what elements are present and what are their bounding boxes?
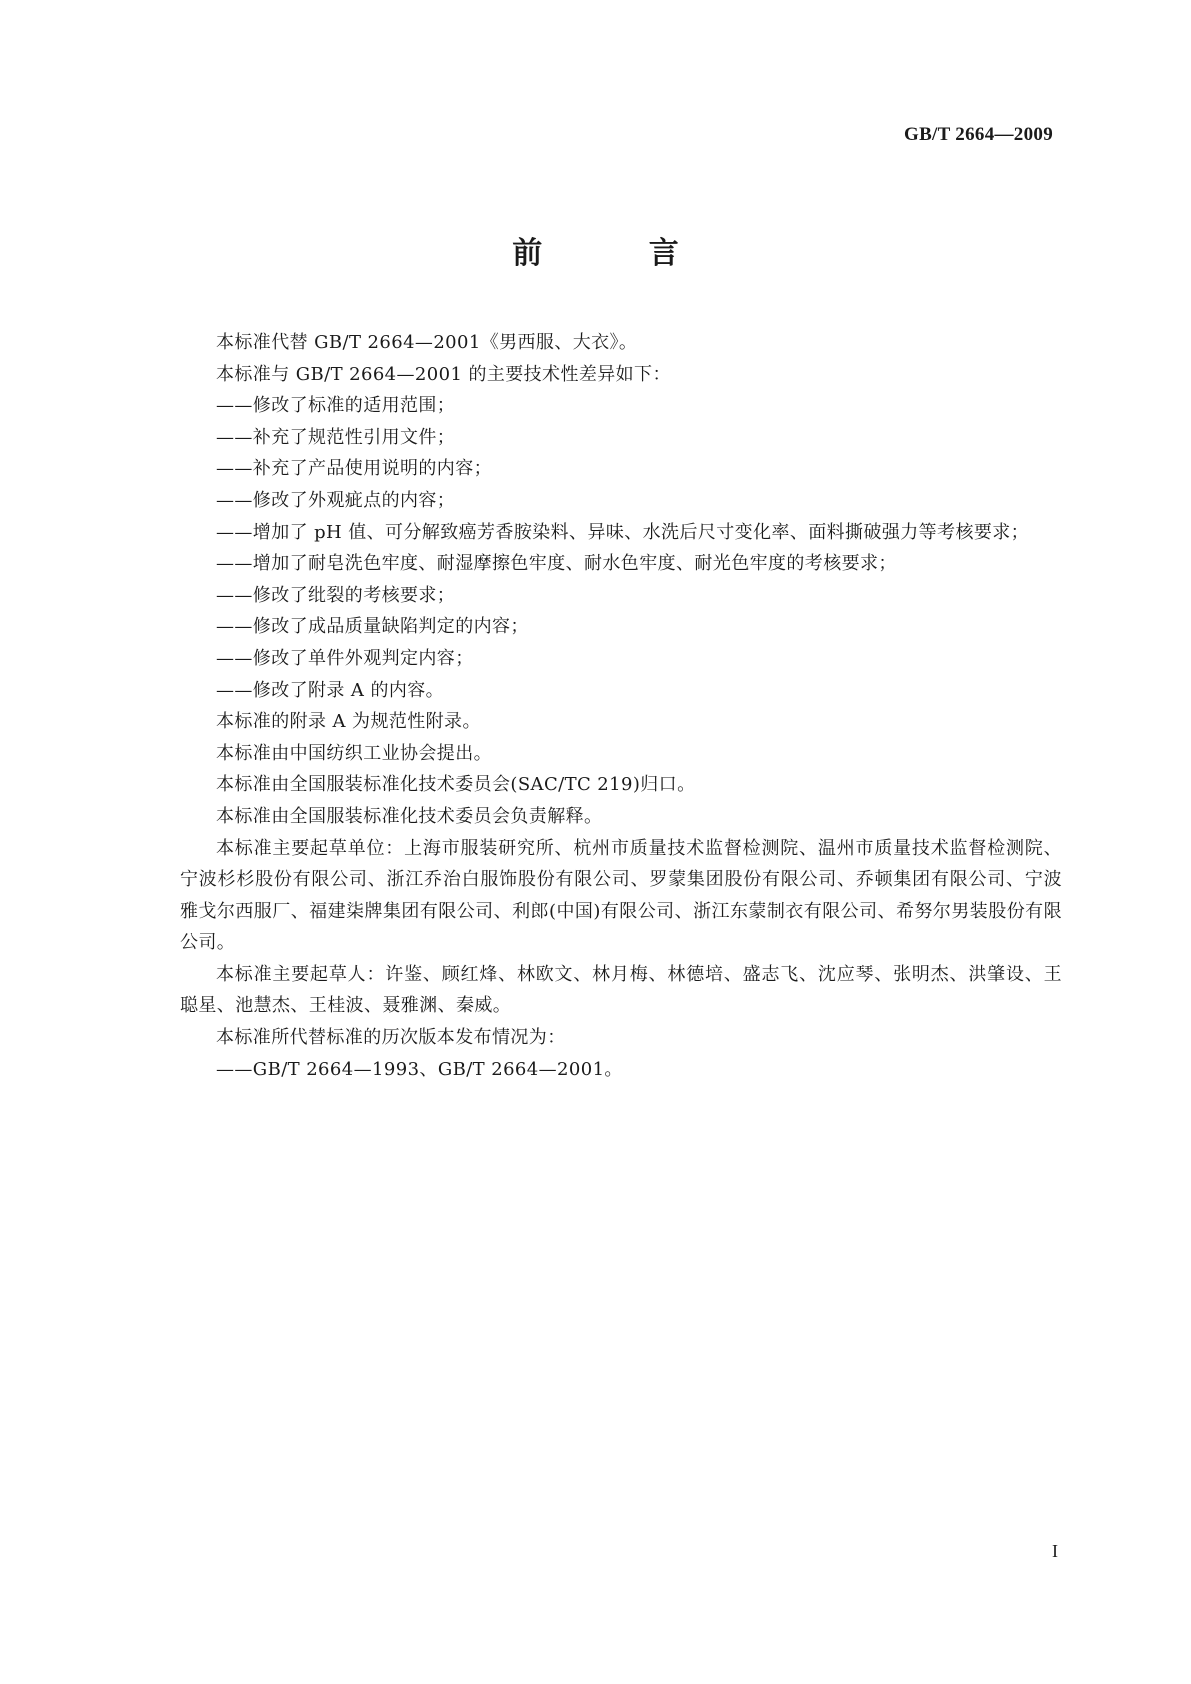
paragraph: 本标准的附录 A 为规范性附录。 xyxy=(216,711,481,733)
list-item: ——补充了规范性引用文件； xyxy=(216,426,456,448)
paragraph: 本标准主要起草人：许鉴、顾红烽、林欧文、林月梅、林德培、盛志飞、沈应琴、张明杰、洪肇设、王聪星、池慧杰、王桂波、聂雅渊、秦威。 xyxy=(180,963,1062,1017)
foreword-body xyxy=(180,327,1062,1085)
paragraph: 本标准与 GB/T 2664—2001 的主要技术性差异如下： xyxy=(216,363,671,385)
paragraph: 本标准所代替标准的历次版本发布情况为： xyxy=(216,1027,566,1049)
list-item: ——修改了单件外观判定内容； xyxy=(216,647,474,669)
paragraph: 本标准代替 GB/T 2664—2001《男西服、大衣》。 xyxy=(216,332,638,353)
list-item: ——修改了外观疵点的内容； xyxy=(216,489,456,511)
list-item: ——补充了产品使用说明的内容； xyxy=(216,458,492,480)
list-item: ——修改了成品质量缺陷判定的内容； xyxy=(216,616,529,638)
list-item: ——修改了附录 A 的内容。 xyxy=(216,679,445,701)
list-item: ——修改了纰裂的考核要求； xyxy=(216,584,456,606)
page-number: I xyxy=(1052,1541,1058,1561)
list-item: ——增加了 pH 值、可分解致癌芳香胺染料、异味、水洗后尺寸变化率、面料撕破强力等考核要求； xyxy=(216,521,1030,543)
paragraph: 本标准由全国服装标准化技术委员会负责解释。 xyxy=(216,805,603,827)
list-item: ——修改了标准的适用范围； xyxy=(216,395,456,417)
standard-code: GB/T 2664—2009 xyxy=(903,124,1053,145)
list-item: ——增加了耐皂洗色牢度、耐湿摩擦色牢度、耐水色牢度、耐光色牢度的考核要求； xyxy=(216,553,897,575)
paragraph: 本标准由全国服装标准化技术委员会(SAC/TC 219)归口。 xyxy=(216,774,696,796)
paragraph: 本标准主要起草单位：上海市服装研究所、杭州市质量技术监督检测院、温州市质量技术监督检测院、宁波杉杉股份有限公司、浙江乔治白服饰股份有限公司、罗蒙集团股份有限公司、乔顿集团有限公司、宁波雅戈尔西服厂、福建柒牌集团有限公司、利郎(中国)有限公司、浙江东蒙制衣有限公司、希努尔男装股份有限公司。 xyxy=(180,837,1062,954)
list-item: ——GB/T 2664—1993、GB/T 2664—2001。 xyxy=(216,1058,623,1080)
page-title: 前 言 xyxy=(512,236,727,271)
paragraph: 本标准由中国纺织工业协会提出。 xyxy=(216,742,492,764)
